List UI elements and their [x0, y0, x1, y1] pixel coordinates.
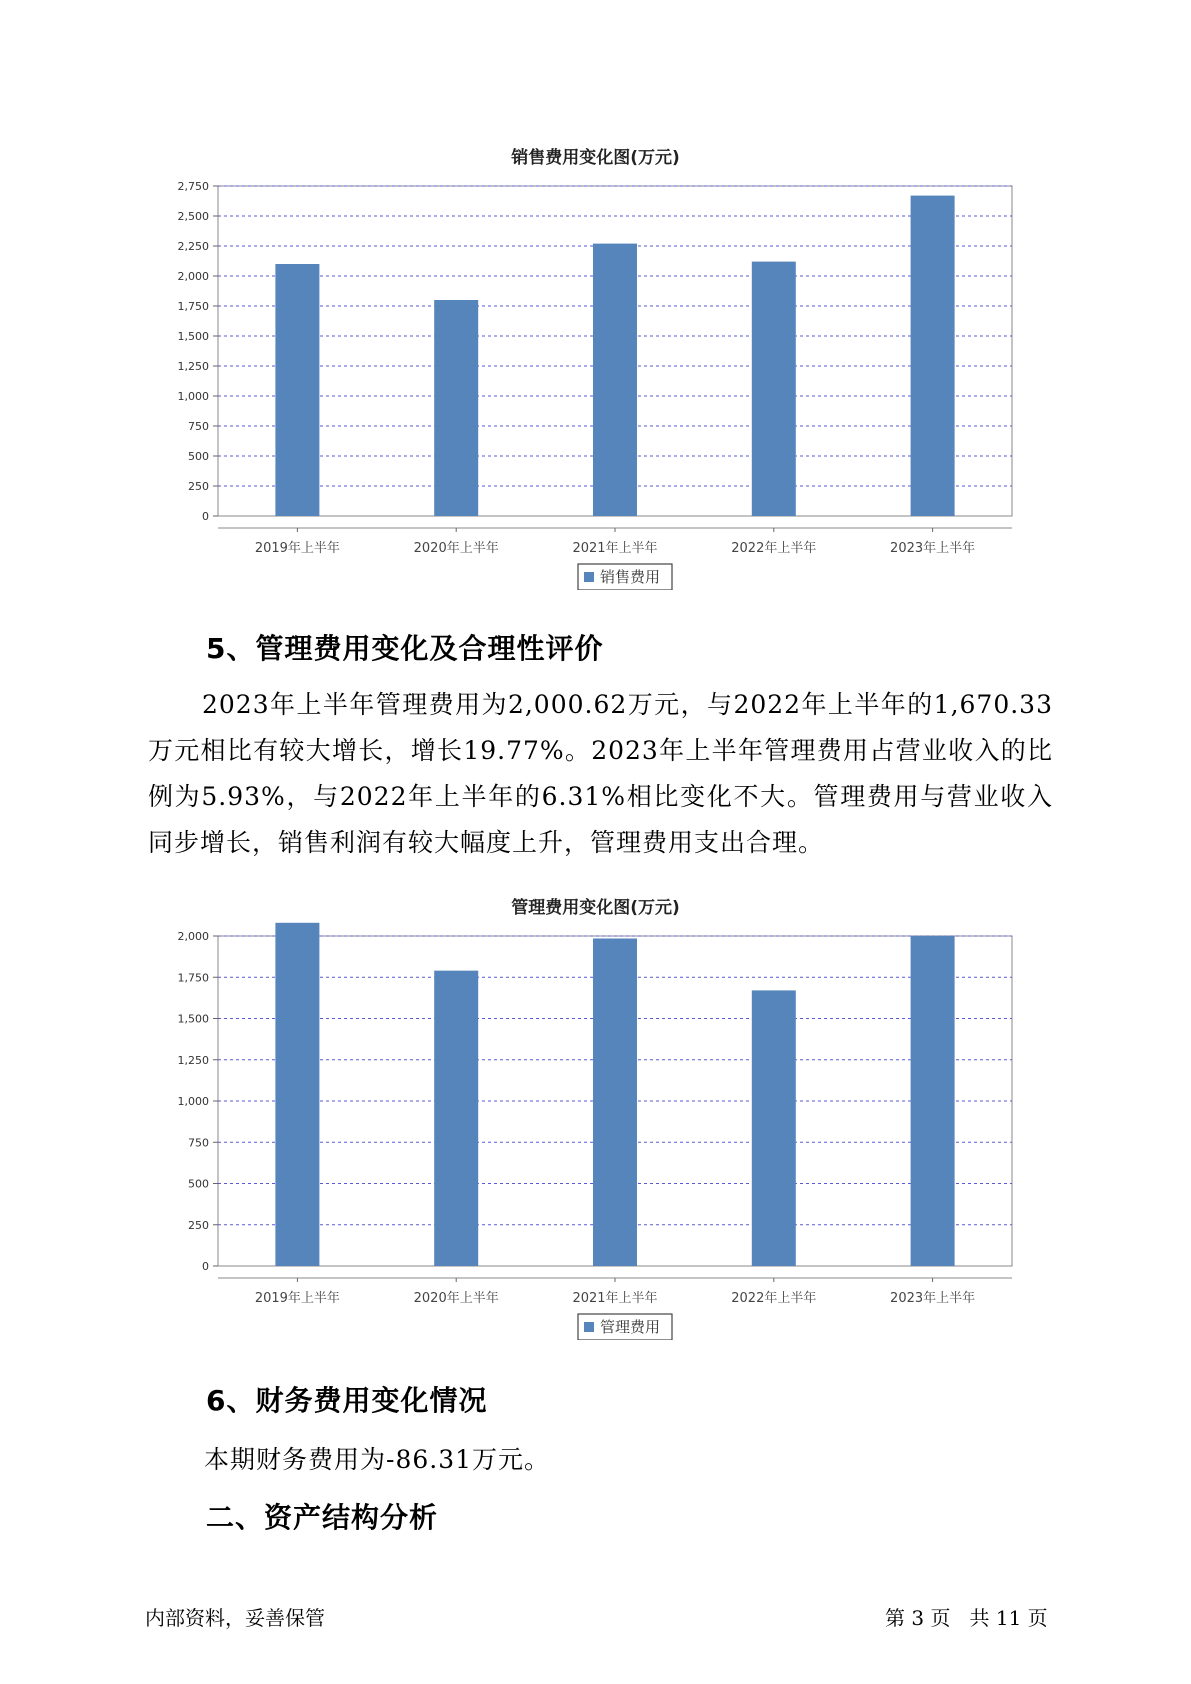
x-tick-label: 2023年上半年	[890, 541, 976, 556]
x-tick-label: 2022年上半年	[731, 1291, 817, 1306]
y-tick-label: 1,750	[177, 971, 209, 985]
x-tick-label: 2019年上半年	[254, 541, 340, 556]
x-tick-label: 2021年上半年	[572, 1291, 658, 1306]
y-tick-label: 0	[202, 1260, 209, 1273]
footer-page-number: 第 3 页 共 11 页	[885, 1606, 1048, 1630]
y-tick-label: 250	[188, 1218, 209, 1232]
y-tick-label: 500	[188, 450, 209, 463]
y-tick-label: 2,750	[177, 180, 209, 193]
bar	[275, 264, 319, 516]
y-tick-label: 2,500	[177, 210, 209, 223]
x-tick-label: 2023年上半年	[890, 1291, 976, 1306]
legend-swatch	[584, 572, 594, 582]
y-tick-label: 1,500	[177, 1012, 209, 1026]
section-6-heading: 6、财务费用变化情况	[206, 1384, 488, 1417]
section-6-paragraph: 本期财务费用为-86.31万元。	[204, 1445, 551, 1474]
bar	[275, 923, 319, 1266]
bar	[434, 971, 478, 1266]
y-tick-label: 750	[188, 1136, 209, 1150]
x-tick-label: 2019年上半年	[254, 1291, 340, 1306]
y-tick-label: 2,250	[177, 240, 209, 253]
sales-chart-title: 销售费用变化图(万元)	[511, 148, 680, 168]
admin-expense-chart	[0, 920, 1191, 1340]
x-tick-label: 2020年上半年	[413, 1291, 499, 1306]
section-5-heading: 5、管理费用变化及合理性评价	[206, 632, 604, 665]
y-tick-label: 2,000	[177, 270, 209, 283]
y-tick-label: 2,000	[177, 930, 209, 943]
bar	[434, 300, 478, 516]
y-tick-label: 250	[188, 480, 209, 493]
part-2-heading: 二、资产结构分析	[206, 1501, 439, 1534]
x-tick-label: 2022年上半年	[731, 541, 817, 556]
y-tick-label: 1,250	[177, 360, 209, 373]
bar	[752, 990, 796, 1266]
bar	[593, 244, 637, 516]
legend-label: 销售费用	[600, 568, 661, 586]
y-tick-label: 1,500	[177, 330, 209, 343]
bar	[911, 936, 955, 1266]
legend-swatch	[584, 1322, 594, 1332]
legend-label: 管理费用	[600, 1318, 661, 1336]
y-tick-label: 750	[188, 420, 209, 433]
bar	[593, 938, 637, 1266]
y-tick-label: 500	[188, 1177, 209, 1191]
y-tick-label: 1,000	[177, 1095, 209, 1108]
bar	[911, 196, 955, 516]
y-tick-label: 1,750	[177, 300, 209, 313]
admin-chart-title: 管理费用变化图(万元)	[511, 898, 680, 918]
x-tick-label: 2020年上半年	[413, 541, 499, 556]
bar	[752, 262, 796, 516]
y-tick-label: 0	[202, 510, 209, 523]
section-5-paragraph: 2023年上半年管理费用为2,000.62万元，与2022年上半年的1,670.33万元相比有较大增长，增长19.77%。2023年上半年管理费用占营业收入的比例为5.93%，与2022年上半年的6.31%相比变化不大。管理费用与营业收入同步增长，销售利润有较大幅度上升，管理费用支出合理。	[148, 690, 1053, 857]
y-tick-label: 1,000	[177, 390, 209, 403]
footer-confidential-note: 内部资料，妥善保管	[145, 1606, 325, 1630]
sales-expense-chart	[0, 170, 1191, 590]
x-tick-label: 2021年上半年	[572, 541, 658, 556]
y-tick-label: 1,250	[177, 1053, 209, 1067]
